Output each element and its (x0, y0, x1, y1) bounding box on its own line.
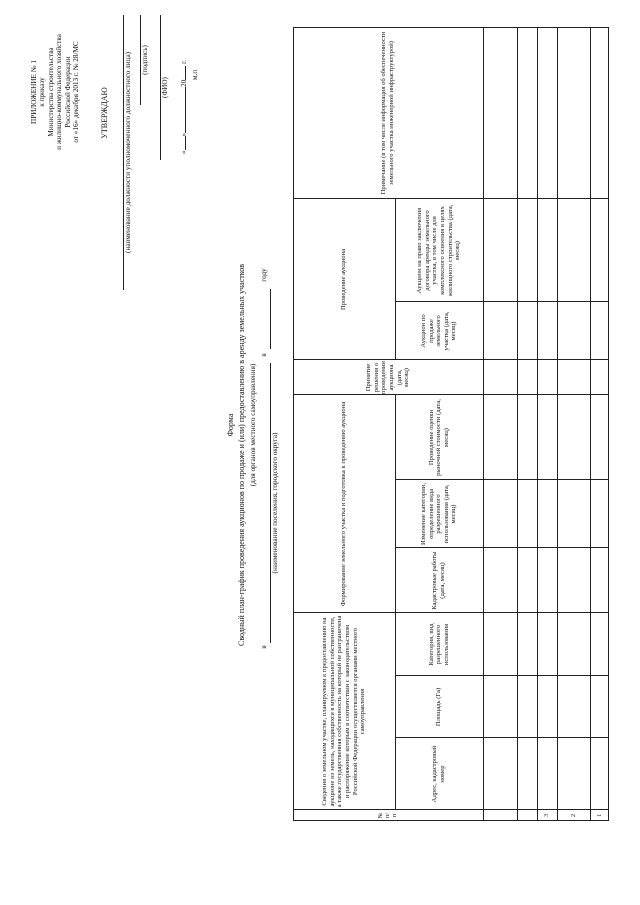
quote-close: » (180, 132, 188, 137)
appendix-line: к приказу (38, 77, 47, 107)
approval-title: УТВЕРЖДАЮ (100, 87, 109, 139)
date-line (180, 17, 188, 197)
header-bottom-line (483, 27, 484, 821)
seal-mark: м.п (191, 69, 199, 81)
row-number: 1 (595, 813, 603, 818)
header-auction-sale: Аукцион по продаже земельного участка (дата, месяц) (420, 311, 458, 351)
prefix-in: в (260, 645, 268, 649)
signature-caption: (подпись) (141, 45, 149, 75)
header-cadastral: Кадастровые работы (дата, месяц) (431, 551, 446, 610)
header-change: Изменение категории, определение вида разрешенного использования (дата, месяц) (420, 483, 458, 545)
prefix-in-2: в (260, 353, 268, 357)
appendix-line: и жилищно-коммунального хозяйства (55, 34, 64, 150)
header-num: № п/п (377, 812, 398, 819)
header-group-forming: Формирование земельного участка и подготовка к проведению аукциона (340, 401, 348, 607)
row-line (557, 27, 558, 821)
header-valuation: Проведение оценки рыночной стоимости (дата, месяц) (427, 399, 450, 476)
year-word: году (260, 268, 268, 282)
row-line (590, 27, 591, 821)
appendix-line: Российской Федерации (63, 56, 72, 128)
header-category: Категория, вид разрешенного использования (427, 623, 450, 666)
name-caption: (ФИО) (161, 77, 169, 98)
row-line (517, 27, 518, 821)
header-group-info: Сведения о земельном участке, планируемом к предоставлению на аукционе из земель, находящихся в муниципальной собственности, а также государственная собственность на который не разграничена и распоряжение которым в соответствии с законодательством Российской Федерации осуществляется органами местного самоуправления (321, 615, 367, 808)
year-underline (270, 289, 271, 349)
row-number: 3 (543, 813, 551, 818)
header-decision: Принятие решения о проведении аукциона (дата, месяц) (365, 361, 411, 394)
header-note: Примечание (в том числе информация об обеспеченности земельного участка инженерной инфраструктурой) (380, 31, 395, 195)
header-area: Площадь (Га) (435, 687, 443, 727)
row-number: 2 (569, 813, 577, 818)
header-auction-lease: Аукцион на право заключения договора аренды земельного участка, в том числе для комплексного освоения в целях жилищного строительства (дата, месяц) (416, 204, 462, 297)
authority-caption: (для органов местного самоуправления) (249, 363, 257, 487)
appendix-line: ПРИЛОЖЕНИЕ № 1 (30, 60, 38, 124)
official-caption: (наименование должности уполномоченного должностного лица) (124, 51, 132, 254)
header-group-auction: Проведение аукциона (340, 248, 348, 311)
appendix-line: от «16» декабря 2013 г. № 28/МС (72, 41, 81, 143)
year-prefix: 20 (180, 79, 188, 87)
appendix-block (30, 17, 80, 167)
settlement-caption: (наименование поселения, городского округа) (271, 432, 279, 574)
year-suffix: г. (180, 59, 188, 64)
row-line (537, 27, 538, 821)
appendix-line: Министерства строительства (46, 47, 55, 137)
header-address: Адрес, кадастровый номер (431, 745, 446, 803)
quote-open: « (180, 150, 188, 155)
form-title: Форма (226, 413, 235, 437)
form-subtitle: Сводный план-график проведения аукционов по продаже и (или) предоставлению в аренду земельных участков (237, 263, 246, 647)
